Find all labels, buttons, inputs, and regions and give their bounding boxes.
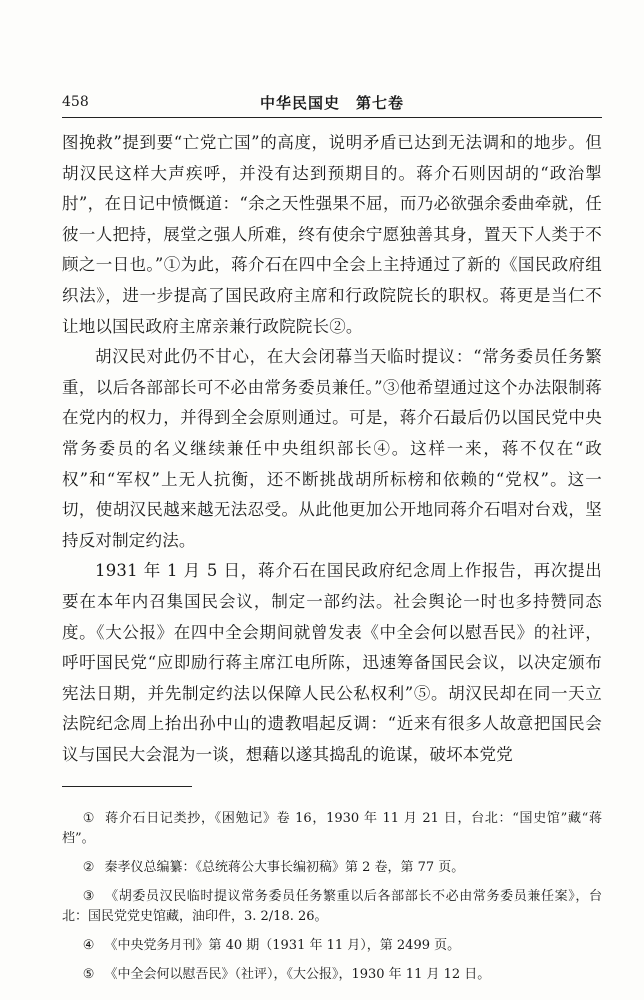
footnote-5	[62, 965, 602, 985]
footnote-3	[62, 887, 602, 927]
footnote-separator	[62, 786, 192, 787]
body-text	[62, 128, 602, 770]
footnotes	[62, 809, 602, 985]
footnote-text: 蒋介石日记类抄，《困勉记》卷 16，1930 年 11 月 21 日，台北：“国史馆”藏“蒋档”。	[62, 811, 602, 847]
footnote-mark: ②	[82, 860, 95, 876]
footnote-2	[62, 858, 602, 878]
footnote-mark: ③	[82, 889, 95, 905]
footnote-text: 《中央党务月刊》第 40 期（1931 年 11 月），第 2499 页。	[104, 938, 461, 954]
page-number: 458	[62, 94, 89, 110]
paragraph-2: 胡汉民对此仍不甘心，在大会闭幕当天临时提议：“常务委员任务繁重，以后各部部长可不必由常务委员兼任。”③他希望通过这个办法限制蒋在党内的权力，并得到全会原则通过。可是，蒋介石最后仍以国民党中央常务委员的名义继续兼任中央组织部长④。这样一来，蒋不仅在“政权”和“军权”上无人抗衡，还不断挑战胡所标榜和依赖的“党权”。这一切，使胡汉民越来越无法忍受。从此他更加公开地同蒋介石唱对台戏，坚持反对制定约法。	[62, 347, 602, 550]
book-page	[62, 92, 602, 983]
paragraph-3: 1931 年 1 月 5 日，蒋介石在国民政府纪念周上作报告，再次提出要在本年内召集国民会议，制定一部约法。社会舆论一时也多持赞同态度。《大公报》在四中全会期间就曾发表《中全会何以慰吾民》的社评，呼吁国民党“应即励行蒋主席江电所陈，迅速筹备国民会议，以决定颁布宪法日期，并先制定约法以保障人民公私权利”⑤。胡汉民却在同一天立法院纪念周上抬出孙中山的遗教唱起反调：“近来有很多人故意把国民会议与国民大会混为一谈，想藉以遂其捣乱的诡谋，破坏本党党	[62, 561, 602, 764]
footnote-mark: ④	[82, 938, 95, 954]
footnote-4	[62, 936, 602, 956]
paragraph-1: 图挽救”提到要“亡党亡国”的高度，说明矛盾已达到无法调和的地步。但胡汉民这样大声疾呼，并没有达到预期目的。蒋介石则因胡的“政治掣肘”，在日记中愤慨道：“余之天性强果不屈，而乃必欲强余委曲牵就，任彼一人把持，展堂之强人所难，终有使余宁愿独善其身，置天下人类于不顾之一日也。”①为此，蒋介石在四中全会上主持通过了新的《国民政府组织法》，进一步提高了国民政府主席和行政院院长的职权。蒋更是当仁不让地以国民政府主席亲兼行政院院长②。	[62, 133, 602, 336]
footnote-text: 秦孝仪总编纂：《总统蒋公大事长编初稿》第 2 卷，第 77 页。	[104, 860, 465, 876]
footnote-1	[62, 809, 602, 849]
footnote-mark: ⑤	[82, 967, 95, 983]
header-rule	[62, 117, 602, 118]
footnote-text: 《中全会何以慰吾民》（社评），《大公报》，1930 年 11 月 12 日。	[104, 967, 491, 983]
running-head: 中华民国史 第七卷	[259, 94, 404, 112]
page-header	[62, 92, 602, 118]
footnote-mark: ①	[82, 811, 95, 827]
footnote-text: 《胡委员汉民临时提议常务委员任务繁重以后各部部长不必由常务委员兼任案》，台北：国民党党史馆藏，油印件，3. 2/18. 26。	[62, 889, 602, 925]
